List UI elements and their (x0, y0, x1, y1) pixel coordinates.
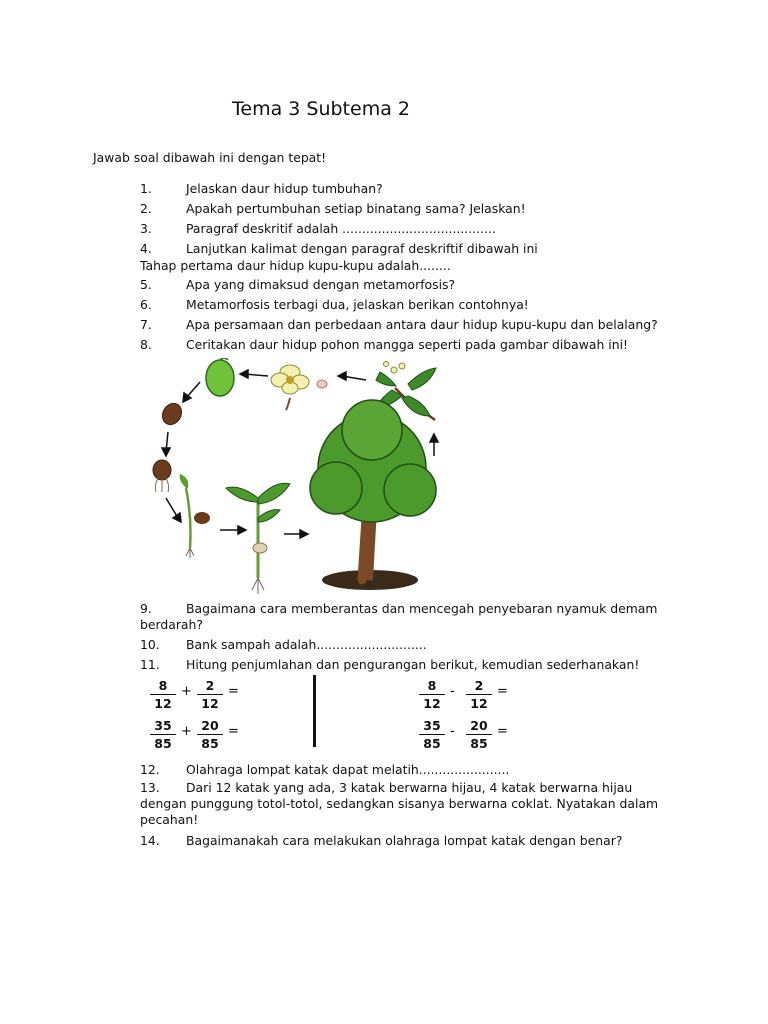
arrow-icon (166, 498, 181, 522)
question-number: 4. (140, 241, 152, 256)
question-number: 8. (140, 337, 152, 352)
question-12 (140, 762, 670, 778)
column-divider (313, 675, 316, 747)
denominator: 12 (201, 696, 219, 711)
question-13 (140, 780, 670, 828)
denominator: 12 (470, 696, 488, 711)
question-number: 2. (140, 201, 152, 216)
arrow-icon (338, 372, 366, 380)
question-text: Bank sampah adalah............................ (186, 637, 427, 652)
arrow-icon (240, 370, 268, 378)
question-number: 5. (140, 277, 152, 292)
fraction (419, 718, 445, 751)
mango-life-cycle-illustration (140, 358, 452, 596)
question-14 (140, 833, 670, 849)
arrow-icon (220, 526, 246, 534)
page-title: Tema 3 Subtema 2 (232, 98, 410, 120)
numerator: 35 (423, 718, 441, 733)
question-text: Metamorfosis terbagi dua, jelaskan berikan contohnya! (186, 297, 529, 312)
denominator: 12 (154, 696, 172, 711)
numerator: 8 (158, 678, 168, 693)
fraction (197, 718, 223, 751)
question-number: 10. (140, 637, 160, 652)
denominator: 12 (423, 696, 441, 711)
numerator: 8 (427, 678, 437, 693)
minus-sign: - (450, 684, 455, 699)
question-number: 12. (140, 762, 160, 777)
question-number: 9. (140, 601, 152, 616)
arrow-icon (430, 434, 438, 456)
equals-sign: = (228, 684, 239, 699)
seedling-icon (226, 483, 290, 594)
question-4-continuation: Tahap pertama daur hidup kupu-kupu adalah........ (140, 258, 451, 273)
plus-sign: + (181, 684, 192, 699)
sprout-icon (180, 474, 210, 558)
question-3 (140, 221, 670, 237)
question-text: Hitung penjumlahan dan pengurangan berikut, kemudian sederhanakan! (186, 657, 640, 672)
question-text: Jelaskan daur hidup tumbuhan? (186, 181, 383, 196)
question-text: Lanjutkan kalimat dengan paragraf deskriftif dibawah ini (186, 241, 538, 256)
fraction (150, 678, 176, 711)
numerator: 20 (470, 718, 488, 733)
question-number: 6. (140, 297, 152, 312)
question-number: 14. (140, 833, 160, 848)
question-10 (140, 637, 670, 653)
numerator: 2 (474, 678, 484, 693)
question-4 (140, 241, 670, 257)
denominator: 85 (154, 736, 172, 751)
question-5 (140, 277, 670, 293)
equals-sign: = (497, 684, 508, 699)
question-text: Olahraga lompat katak dapat melatih....................... (186, 762, 510, 777)
question-text: Apa yang dimaksud dengan metamorfosis? (186, 277, 456, 292)
question-number: 11. (140, 657, 160, 672)
question-text: Bagaimanakah cara melakukan olahraga lompat katak dengan benar? (186, 833, 623, 848)
question-11 (140, 657, 670, 673)
question-9 (140, 601, 670, 633)
numerator: 35 (154, 718, 172, 733)
question-text: Paragraf deskritif adalah ....................................... (186, 221, 496, 236)
fraction (197, 678, 223, 711)
plus-sign: + (181, 724, 192, 739)
question-number: 1. (140, 181, 152, 196)
mango-flower-icon (271, 365, 327, 410)
question-number: 7. (140, 317, 152, 332)
equals-sign: = (228, 724, 239, 739)
question-number: 3. (140, 221, 152, 236)
instruction-text: Jawab soal dibawah ini dengan tepat! (93, 150, 327, 165)
question-text: Ceritakan daur hidup pohon mangga seperti pada gambar dibawah ini! (186, 337, 628, 352)
arrow-icon (183, 382, 200, 402)
arrow-icon (162, 432, 170, 456)
numerator: 2 (205, 678, 215, 693)
fraction (419, 678, 445, 711)
question-text: Bagaimana cara memberantas dan mencegah penyebaran nyamuk demam berdarah? (140, 601, 658, 632)
denominator: 85 (470, 736, 488, 751)
question-2 (140, 201, 670, 217)
fraction (466, 718, 492, 751)
numerator: 20 (201, 718, 219, 733)
arrow-icon (284, 530, 308, 538)
question-6 (140, 297, 670, 313)
fraction (466, 678, 492, 711)
equals-sign: = (497, 724, 508, 739)
denominator: 85 (201, 736, 219, 751)
mango-tree-icon (310, 400, 436, 590)
denominator: 85 (423, 736, 441, 751)
germinating-seed-icon (153, 460, 171, 492)
mango-fruit-icon (206, 358, 234, 396)
question-text: Apa persamaan dan perbedaan antara daur hidup kupu-kupu dan belalang? (186, 317, 658, 332)
minus-sign: - (450, 724, 455, 739)
question-7 (140, 317, 670, 333)
question-text: Dari 12 katak yang ada, 3 katak berwarna hijau, 4 katak berwarna hijau dengan punggung totol-totol, sedangkan sisanya berwarna coklat. Nyatakan dalam pecahan! (140, 780, 659, 827)
seed-icon (159, 400, 186, 428)
fraction (150, 718, 176, 751)
question-number: 13. (140, 780, 160, 795)
question-8 (140, 337, 670, 353)
question-1 (140, 181, 670, 197)
question-text: Apakah pertumbuhan setiap binatang sama? Jelaskan! (186, 201, 526, 216)
